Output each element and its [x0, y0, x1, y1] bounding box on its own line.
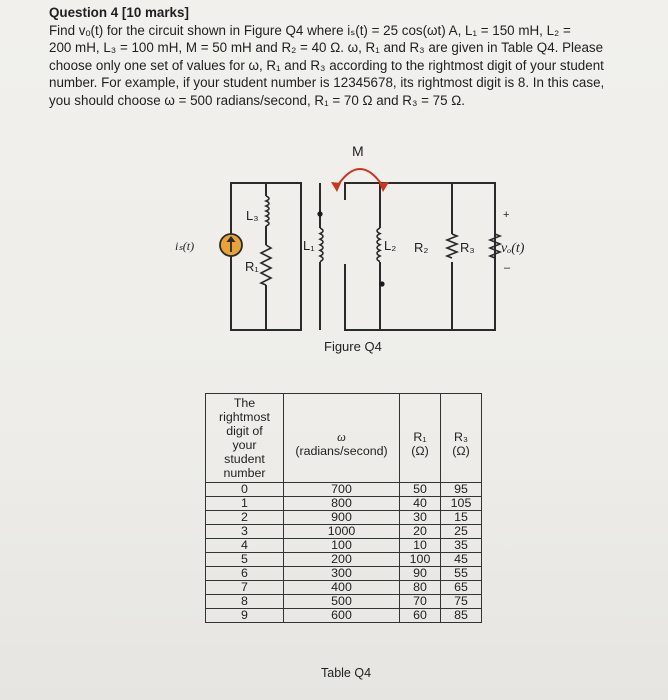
label-l1: L₁	[303, 238, 315, 253]
cell-omega: 100	[284, 539, 400, 553]
coupling-arc-icon	[336, 169, 384, 188]
question-line: choose only one set of values for ω, R₁ and R₃ according to the rightmost digit of your student	[49, 57, 604, 73]
table-row	[206, 511, 482, 525]
coupling-arrowhead-icon	[331, 182, 341, 192]
table-row	[206, 483, 482, 497]
cell-r3: 35	[441, 539, 482, 553]
header-text: R₁	[413, 430, 427, 444]
table-row	[206, 595, 482, 609]
header-omega	[284, 394, 400, 483]
cell-digit: 4	[206, 539, 284, 553]
cell-digit: 8	[206, 595, 284, 609]
table-q4	[205, 393, 482, 623]
cell-omega: 600	[284, 609, 400, 623]
header-text: ω	[337, 430, 346, 444]
cell-omega: 700	[284, 483, 400, 497]
dot-l2-icon	[379, 281, 384, 286]
dot-l1-icon	[317, 211, 322, 216]
resistor-r3-icon	[490, 234, 500, 258]
cell-r3: 25	[441, 525, 482, 539]
cell-r3: 105	[441, 497, 482, 511]
cell-r3: 15	[441, 511, 482, 525]
question-title: Question 4 [10 marks]	[49, 5, 189, 20]
cell-omega: 300	[284, 567, 400, 581]
header-text: R₃	[454, 430, 468, 444]
cell-r3: 75	[441, 595, 482, 609]
label-r1: R₁	[245, 259, 259, 274]
question-line: Find vₒ(t) for the circuit shown in Figure Q4 where iₛ(t) = 25 cos(ωt) A, L₁ = 150 mH, L₂ =	[49, 22, 571, 38]
cell-digit: 9	[206, 609, 284, 623]
cell-r3: 85	[441, 609, 482, 623]
cell-digit: 7	[206, 581, 284, 595]
label-m: M	[352, 143, 364, 159]
cell-digit: 1	[206, 497, 284, 511]
table-caption: Table Q4	[321, 666, 372, 680]
header-text: (Ω)	[411, 444, 429, 458]
question-line: 200 mH, L₃ = 100 mH, M = 50 mH and R₂ = 40 Ω. ω, R₁ and R₃ are given in Table Q4. Please	[49, 40, 604, 55]
cell-digit: 2	[206, 511, 284, 525]
header-text: (Ω)	[452, 444, 470, 458]
cell-omega: 900	[284, 511, 400, 525]
cell-r3: 65	[441, 581, 482, 595]
cell-r1: 20	[400, 525, 441, 539]
cell-r1: 100	[400, 553, 441, 567]
label-source: iₛ(t)	[175, 239, 195, 253]
resistor-r1-icon	[261, 245, 271, 285]
table-row	[206, 497, 482, 511]
cell-r3: 55	[441, 567, 482, 581]
right-loop-wire	[345, 183, 495, 330]
figure-caption: Figure Q4	[324, 339, 382, 354]
cell-omega: 800	[284, 497, 400, 511]
current-source	[220, 234, 242, 256]
cell-digit: 3	[206, 525, 284, 539]
header-text: digit of	[226, 424, 263, 438]
resistor-r2-icon	[447, 234, 457, 258]
cell-r3: 95	[441, 483, 482, 497]
inductor-l3-icon	[266, 196, 269, 226]
table-header-row	[206, 394, 482, 483]
label-l3: L₃	[246, 208, 259, 223]
header-r3	[441, 394, 482, 483]
cell-omega: 200	[284, 553, 400, 567]
cell-r1: 50	[400, 483, 441, 497]
circuit-diagram	[0, 0, 668, 340]
table-row	[206, 539, 482, 553]
cell-digit: 6	[206, 567, 284, 581]
header-r1	[400, 394, 441, 483]
cell-omega: 1000	[284, 525, 400, 539]
cell-r1: 80	[400, 581, 441, 595]
label-r3: R₃	[460, 240, 475, 255]
inductor-l1-icon	[320, 228, 323, 262]
cell-omega: 500	[284, 595, 400, 609]
cell-r1: 60	[400, 609, 441, 623]
label-vo: vₒ(t)	[501, 241, 525, 256]
wires	[231, 183, 495, 330]
cell-digit: 5	[206, 553, 284, 567]
header-text: The	[233, 396, 256, 410]
table-row	[206, 609, 482, 623]
header-text: (radians/second)	[295, 444, 388, 458]
cell-r1: 90	[400, 567, 441, 581]
label-l2: L₂	[384, 238, 397, 253]
header-text: student	[224, 452, 265, 466]
label-plus: +	[503, 209, 510, 221]
table-row	[206, 525, 482, 539]
cell-r1: 10	[400, 539, 441, 553]
inductor-l2-icon	[377, 228, 380, 262]
question-line: you should choose ω = 500 radians/second, R₁ = 70 Ω and R₃ = 75 Ω.	[49, 92, 466, 108]
header-text: rightmost	[219, 410, 270, 424]
cell-r1: 40	[400, 497, 441, 511]
table-row	[206, 553, 482, 567]
cell-r1: 30	[400, 511, 441, 525]
label-r2: R₂	[414, 240, 429, 255]
table-row	[206, 567, 482, 581]
cell-omega: 400	[284, 581, 400, 595]
header-digit	[206, 394, 284, 483]
table-row	[206, 581, 482, 595]
header-text: your	[232, 438, 257, 452]
cell-digit: 0	[206, 483, 284, 497]
label-minus: –	[504, 262, 511, 274]
header-text: number	[223, 466, 266, 480]
question-line: number. For example, if your student number is 12345678, its rightmost digit is 8. In this case,	[49, 75, 605, 90]
cell-r1: 70	[400, 595, 441, 609]
values-table	[205, 393, 482, 623]
cell-r3: 45	[441, 553, 482, 567]
